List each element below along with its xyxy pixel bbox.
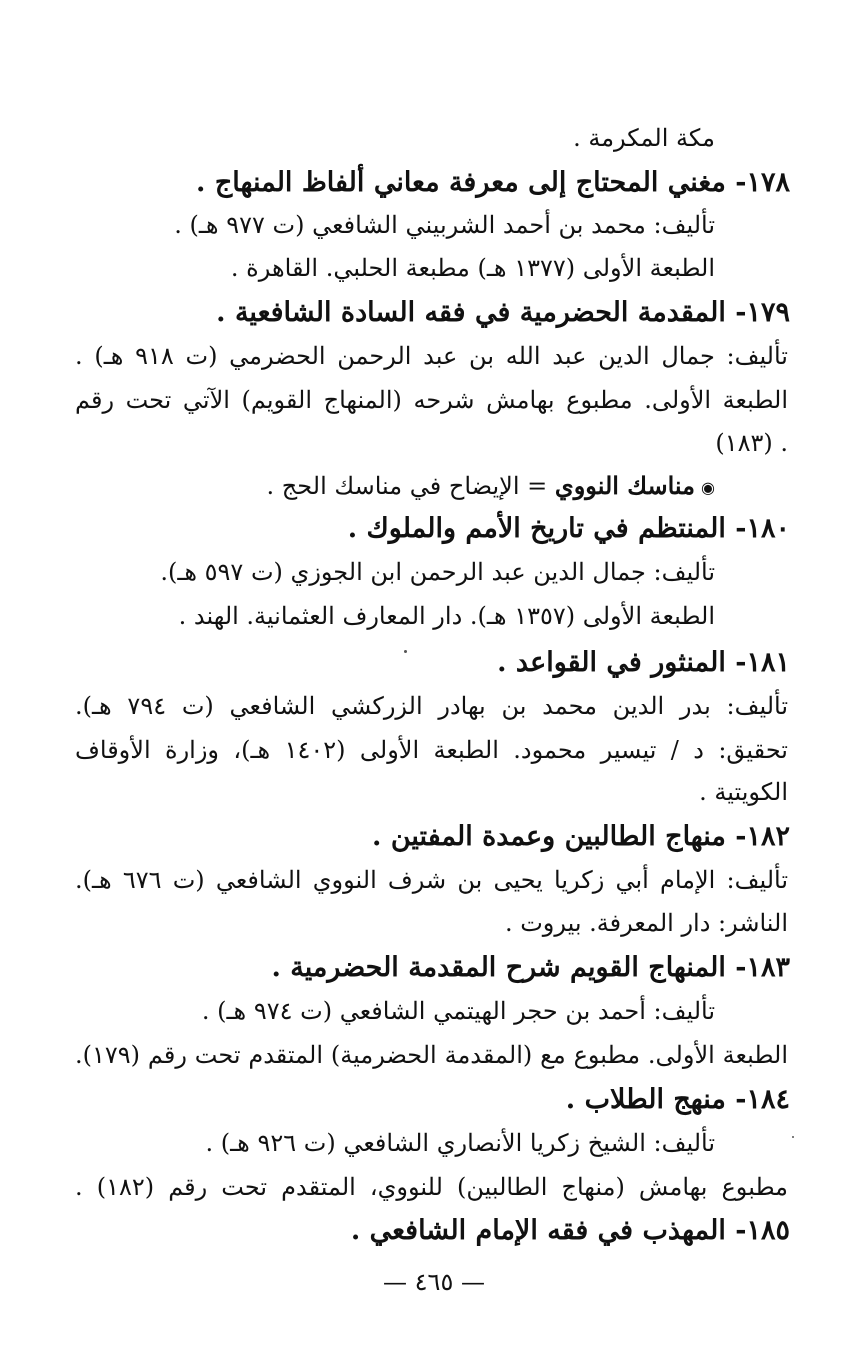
entry-number: ١٧٩- [735, 297, 790, 328]
entry-title: منهج الطلاب . [565, 1084, 726, 1115]
entry-title: مغني المحتاج إلى معرفة معاني ألفاظ المنهاج . [196, 167, 726, 198]
text-line: الطبعة الأولى (١٣٧٧ هـ) مطبعة الحلبي. القاهرة . [230, 254, 715, 282]
bullet-icon: ◉ [701, 477, 715, 497]
entry-heading-185 [351, 1209, 790, 1253]
text-line: الطبعة الأولى. مطبوع بهامش شرحه (المنهاج القويم) الآتي تحت رقم [75, 386, 788, 414]
entry-heading-182 [372, 815, 790, 859]
text-line: تأليف: الشيخ زكريا الأنصاري الشافعي (ت ٩٢٦ هـ) . [205, 1129, 715, 1157]
cross-reference-target: = الإيضاح في مناسك الحج . [266, 472, 548, 500]
page-number: — ٤٦٥ — [383, 1268, 485, 1296]
scan-speck [404, 650, 407, 653]
entry-number: ١٧٨- [735, 167, 790, 198]
text-line: تأليف: بدر الدين محمد بن بهادر الزركشي الشافعي (ت ٧٩٤ هـ). [75, 692, 789, 720]
cross-reference-term: مناسك النووي [554, 471, 696, 500]
text-line: تأليف: أحمد بن حجر الهيتمي الشافعي (ت ٩٧٤ هـ) . [201, 997, 715, 1025]
text-line: الطبعة الأولى. مطبوع مع (المقدمة الحضرمية) المتقدم تحت رقم (١٧٩). [75, 1041, 788, 1069]
cross-reference-line [267, 466, 715, 508]
entry-title: المنتظم في تاريخ الأمم والملوك . [347, 513, 726, 544]
entry-heading-181 [497, 641, 790, 685]
entry-number: ١٨٣- [735, 952, 790, 983]
text-line: مطبوع بهامش (منهاج الطالبين) للنووي، المتقدم تحت رقم (١٨٢) . [75, 1173, 788, 1201]
entry-title: المقدمة الحضرمية في فقه السادة الشافعية . [216, 297, 726, 328]
text-line: الناشر: دار المعرفة. بيروت . [504, 909, 788, 937]
entry-heading-183 [271, 946, 790, 990]
entry-title: المنثور في القواعد . [497, 647, 726, 678]
entry-title: المنهاج القويم شرح المقدمة الحضرمية . [271, 952, 726, 983]
entry-heading-184 [566, 1078, 790, 1122]
entry-number: ١٨١- [735, 647, 790, 678]
entry-heading-179 [216, 291, 790, 335]
text-line: الطبعة الأولى (١٣٥٧ هـ). دار المعارف العثمانية. الهند . [178, 602, 715, 630]
entry-number: ١٨٠- [735, 513, 790, 544]
text-line: تأليف: جمال الدين عبد الله بن عبد الرحمن الحضرمي (ت ٩١٨ هـ) . [75, 342, 788, 370]
entry-heading-178 [196, 161, 790, 205]
text-line: تحقيق: د / تيسير محمود. الطبعة الأولى (١٤٠٢ هـ)، وزارة الأوقاف [75, 736, 788, 764]
entry-heading-180 [348, 507, 790, 551]
scan-speck [792, 1136, 794, 1138]
entry-number: ١٨٥- [735, 1215, 790, 1246]
entry-title: منهاج الطالبين وعمدة المفتين . [372, 821, 726, 852]
text-line: تأليف: جمال الدين عبد الرحمن ابن الجوزي (ت ٥٩٧ هـ). [160, 558, 715, 586]
text-line: تأليف: الإمام أبي زكريا يحيى بن شرف النووي الشافعي (ت ٦٧٦ هـ). [75, 866, 789, 894]
entry-title: المهذب في فقه الإمام الشافعي . [350, 1215, 726, 1246]
text-line: مكة المكرمة . [573, 124, 715, 152]
entry-number: ١٨٢- [735, 821, 790, 852]
text-line: الكويتية . [699, 778, 788, 806]
text-line: . (١٨٣) [715, 429, 788, 457]
entry-number: ١٨٤- [735, 1084, 790, 1115]
text-line: تأليف: محمد بن أحمد الشربيني الشافعي (ت ٩٧٧ هـ) . [174, 211, 715, 239]
